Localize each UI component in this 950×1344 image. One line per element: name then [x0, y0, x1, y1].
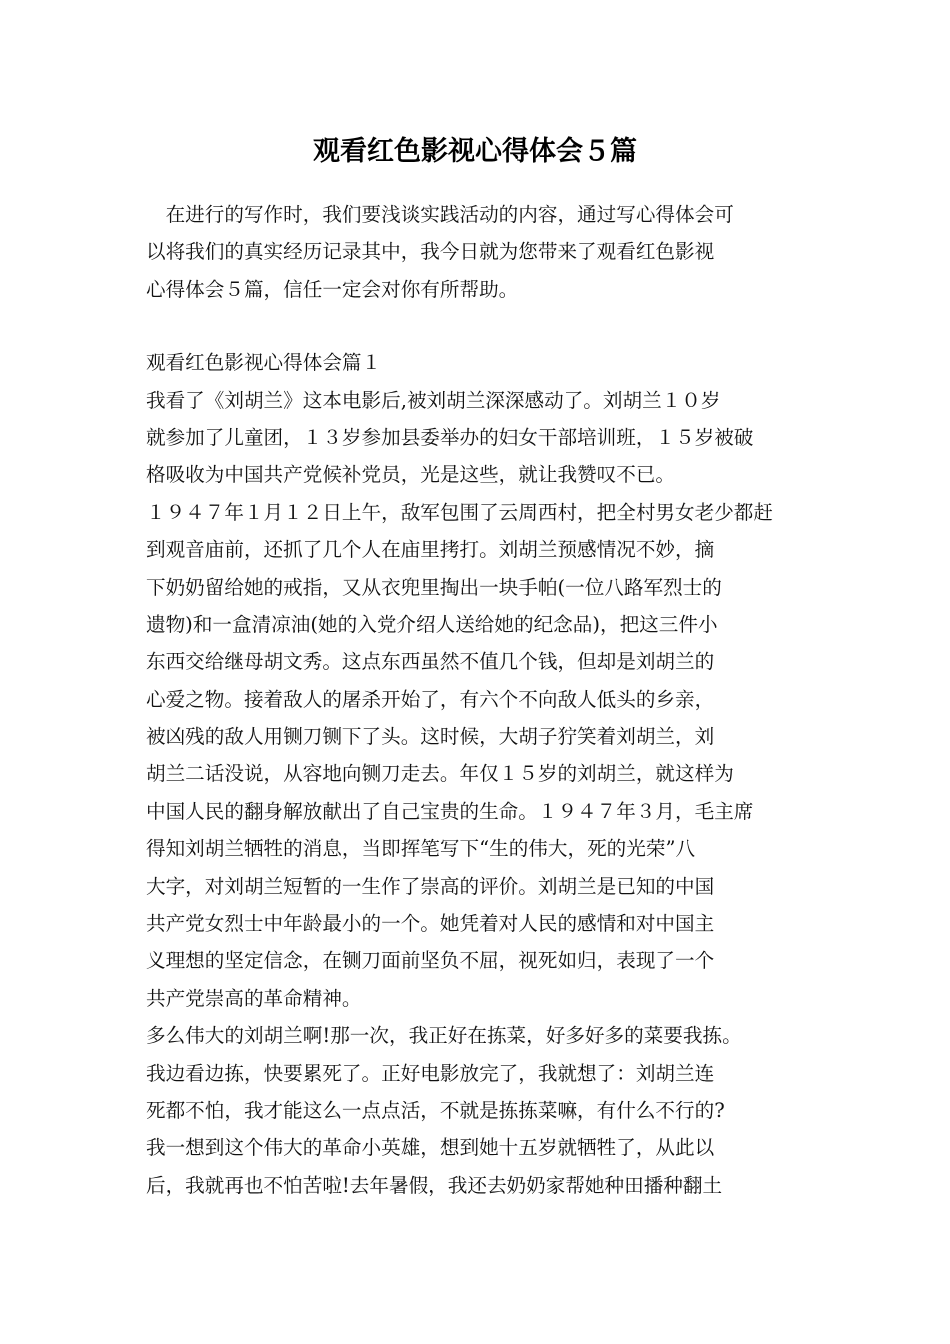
text-line: 共产党女烈士中年龄最小的一个。她凭着对人民的感情和对中国主	[146, 912, 715, 936]
text-line: 心得体会５篇，信任一定会对你有所帮助。	[146, 277, 519, 301]
text-line: 我边看边拣，快要累死了。正好电影放完了，我就想了：刘胡兰连	[146, 1061, 715, 1085]
section-heading: 观看红色影视心得体会篇１	[146, 351, 382, 375]
text-line: １９４７年１月１２日上午，敌军包围了云周西村，把全村男女老少都赶	[146, 500, 773, 524]
article-text	[146, 382, 826, 1205]
paragraph-gap	[146, 308, 826, 344]
text-line: 义理想的坚定信念，在铡刀面前坚负不屈，视死如归，表现了一个	[146, 949, 715, 973]
text-line: 胡兰二话没说，从容地向铡刀走去。年仅１５岁的刘胡兰，就这样为	[146, 762, 734, 786]
text-line: 死都不怕，我才能这么一点点活，不就是拣拣菜嘛，有什么不行的?	[146, 1098, 725, 1122]
text-line: 东西交给继母胡文秀。这点东西虽然不值几个钱，但却是刘胡兰的	[146, 650, 715, 674]
text-line: 遗物)和一盒清凉油(她的入党介绍人送给她的纪念品)，把这三件小	[146, 612, 718, 636]
text-line: 下奶奶留给她的戒指，又从衣兜里掏出一块手帕(一位八路军烈士的	[146, 575, 722, 599]
text-line: 我看了《刘胡兰》这本电影后,被刘胡兰深深感动了。刘胡兰１０岁	[146, 388, 721, 412]
document-title: 观看红色影视心得体会５篇	[313, 136, 637, 167]
text-line: 心爱之物。接着敌人的屠杀开始了，有六个不向敌人低头的乡亲，	[146, 687, 715, 711]
text-line: 被凶残的敌人用铡刀铡下了头。这时候，大胡子狞笑着刘胡兰，刘	[146, 725, 715, 749]
text-line: 就参加了儿童团，１３岁参加县委举办的妇女干部培训班，１５岁被破	[146, 425, 754, 449]
text-line: 共产党崇高的革命精神。	[146, 986, 362, 1010]
text-line: 多么伟大的刘胡兰啊!那一次，我正好在拣菜，好多好多的菜要我拣。	[146, 1024, 742, 1048]
text-line: 在进行的写作时，我们要浅谈实践活动的内容，通过写心得体会可	[146, 203, 734, 226]
text-line: 格吸收为中国共产党候补党员，光是这些，就让我赞叹不已。	[146, 463, 676, 487]
text-line: 到观音庙前，还抓了几个人在庙里拷打。刘胡兰预感情况不妙，摘	[146, 538, 715, 562]
text-line: 我一想到这个伟大的革命小英雄，想到她十五岁就牺牲了，从此以	[146, 1136, 715, 1160]
text-line: 得知刘胡兰牺牲的消息，当即挥笔写下“生的伟大，死的光荣”八	[146, 837, 696, 861]
text-line: 大字，对刘胡兰短暂的一生作了崇高的评价。刘胡兰是已知的中国	[146, 874, 715, 898]
text-line: 以将我们的真实经历记录其中，我今日就为您带来了观看红色影视	[146, 240, 715, 264]
text-line: 后，我就再也不怕苦啦!去年暑假，我还去奶奶家帮她种田播种翻土	[146, 1173, 723, 1197]
intro-paragraph	[146, 196, 826, 308]
text-line: 中国人民的翻身解放献出了自己宝贵的生命。１９４７年３月，毛主席	[146, 799, 754, 823]
document-body	[146, 196, 826, 1204]
